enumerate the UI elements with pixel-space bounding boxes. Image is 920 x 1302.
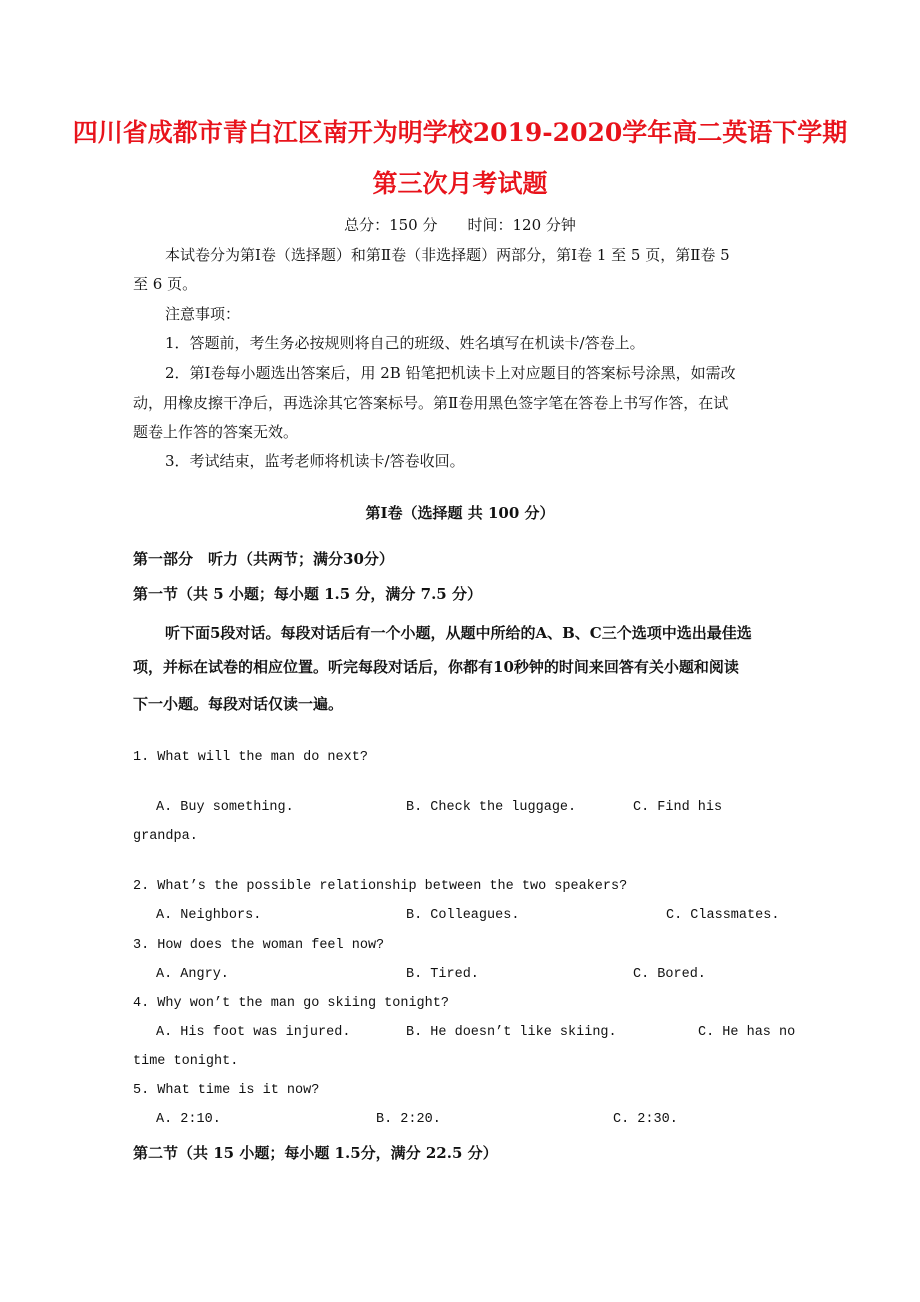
option-b: B. Colleagues. — [406, 908, 520, 923]
notes-heading: 注意事项： — [165, 305, 241, 323]
option-a: A. Neighbors. — [156, 908, 262, 923]
option-b: B. Tired. — [406, 967, 479, 982]
option-b: B. He doesn’t like skiing. — [406, 1025, 617, 1040]
instructions: 项，并标在试卷的相应位置。听完每段对话后，你都有10秒钟的时间来回答有关小题和阅读 — [133, 658, 739, 676]
question: 5. What time is it now? — [133, 1083, 320, 1098]
instructions: 听下面5段对话。每段对话后有一个小题，从题中所给的A、B、C三个选项中选出最佳选 — [165, 624, 752, 642]
note-item: 1．答题前，考生务必按规则将自己的班级、姓名填写在机读卡/答卷上。 — [165, 334, 645, 352]
option-c: C. Bored. — [633, 967, 706, 982]
section-subheading: 第一节（共 5 小题；每小题 1.5 分，满分 7.5 分） — [133, 585, 482, 603]
question: 1. What will the man do next? — [133, 750, 368, 765]
instructions: 下一小题。每段对话仅读一遍。 — [133, 695, 344, 713]
document-subtitle: 第三次月考试题 — [372, 169, 548, 198]
exam-meta: 总分：150 分 时间：120 分钟 — [344, 216, 576, 234]
note-item: 3．考试结束，监考老师将机读卡/答卷收回。 — [165, 452, 465, 470]
option-c: C. Find his — [633, 800, 723, 815]
option-b: B. Check the luggage. — [406, 800, 577, 815]
option-b: B. 2:20. — [376, 1112, 441, 1127]
question: 3. How does the woman feel now? — [133, 938, 385, 953]
note-item: 2．第Ⅰ卷每小题选出答案后，用 2B 铅笔把机读卡上对应题目的答案标号涂黑，如需改 — [165, 364, 736, 382]
part-heading: 第Ⅰ卷（选择题 共 100 分） — [365, 504, 555, 522]
option-c-continued: grandpa. — [133, 829, 198, 844]
option-c: C. 2:30. — [613, 1112, 678, 1127]
option-a: A. Buy something. — [156, 800, 294, 815]
section-heading: 第二节（共 15 小题；每小题 1.5分，满分 22.5 分） — [133, 1144, 498, 1162]
option-c: C. Classmates. — [666, 908, 780, 923]
option-a: A. 2:10. — [156, 1112, 221, 1127]
option-c: C. He has no — [698, 1025, 796, 1040]
option-a: A. His foot was injured. — [156, 1025, 351, 1040]
intro-line: 本试卷分为第Ⅰ卷（选择题）和第Ⅱ卷（非选择题）两部分，第Ⅰ卷 1 至 5 页，第Ⅱ卷 5 — [165, 246, 730, 264]
option-c-continued: time tonight. — [133, 1054, 239, 1069]
option-a: A. Angry. — [156, 967, 229, 982]
question: 4. Why won’t the man go skiing tonight? — [133, 996, 449, 1011]
intro-line: 至 6 页。 — [133, 275, 198, 293]
section-heading: 第一部分 听力（共两节；满分30分） — [133, 550, 394, 568]
document-title: 四川省成都市青白江区南开为明学校2019-2020学年高二英语下学期 — [72, 118, 848, 147]
note-item: 动，用橡皮擦干净后，再选涂其它答案标号。第Ⅱ卷用黑色签字笔在答卷上书写作答，在试 — [133, 394, 729, 412]
note-item: 题卷上作答的答案无效。 — [133, 423, 299, 441]
question: 2. What’s the possible relationship between the two speakers? — [133, 879, 628, 894]
